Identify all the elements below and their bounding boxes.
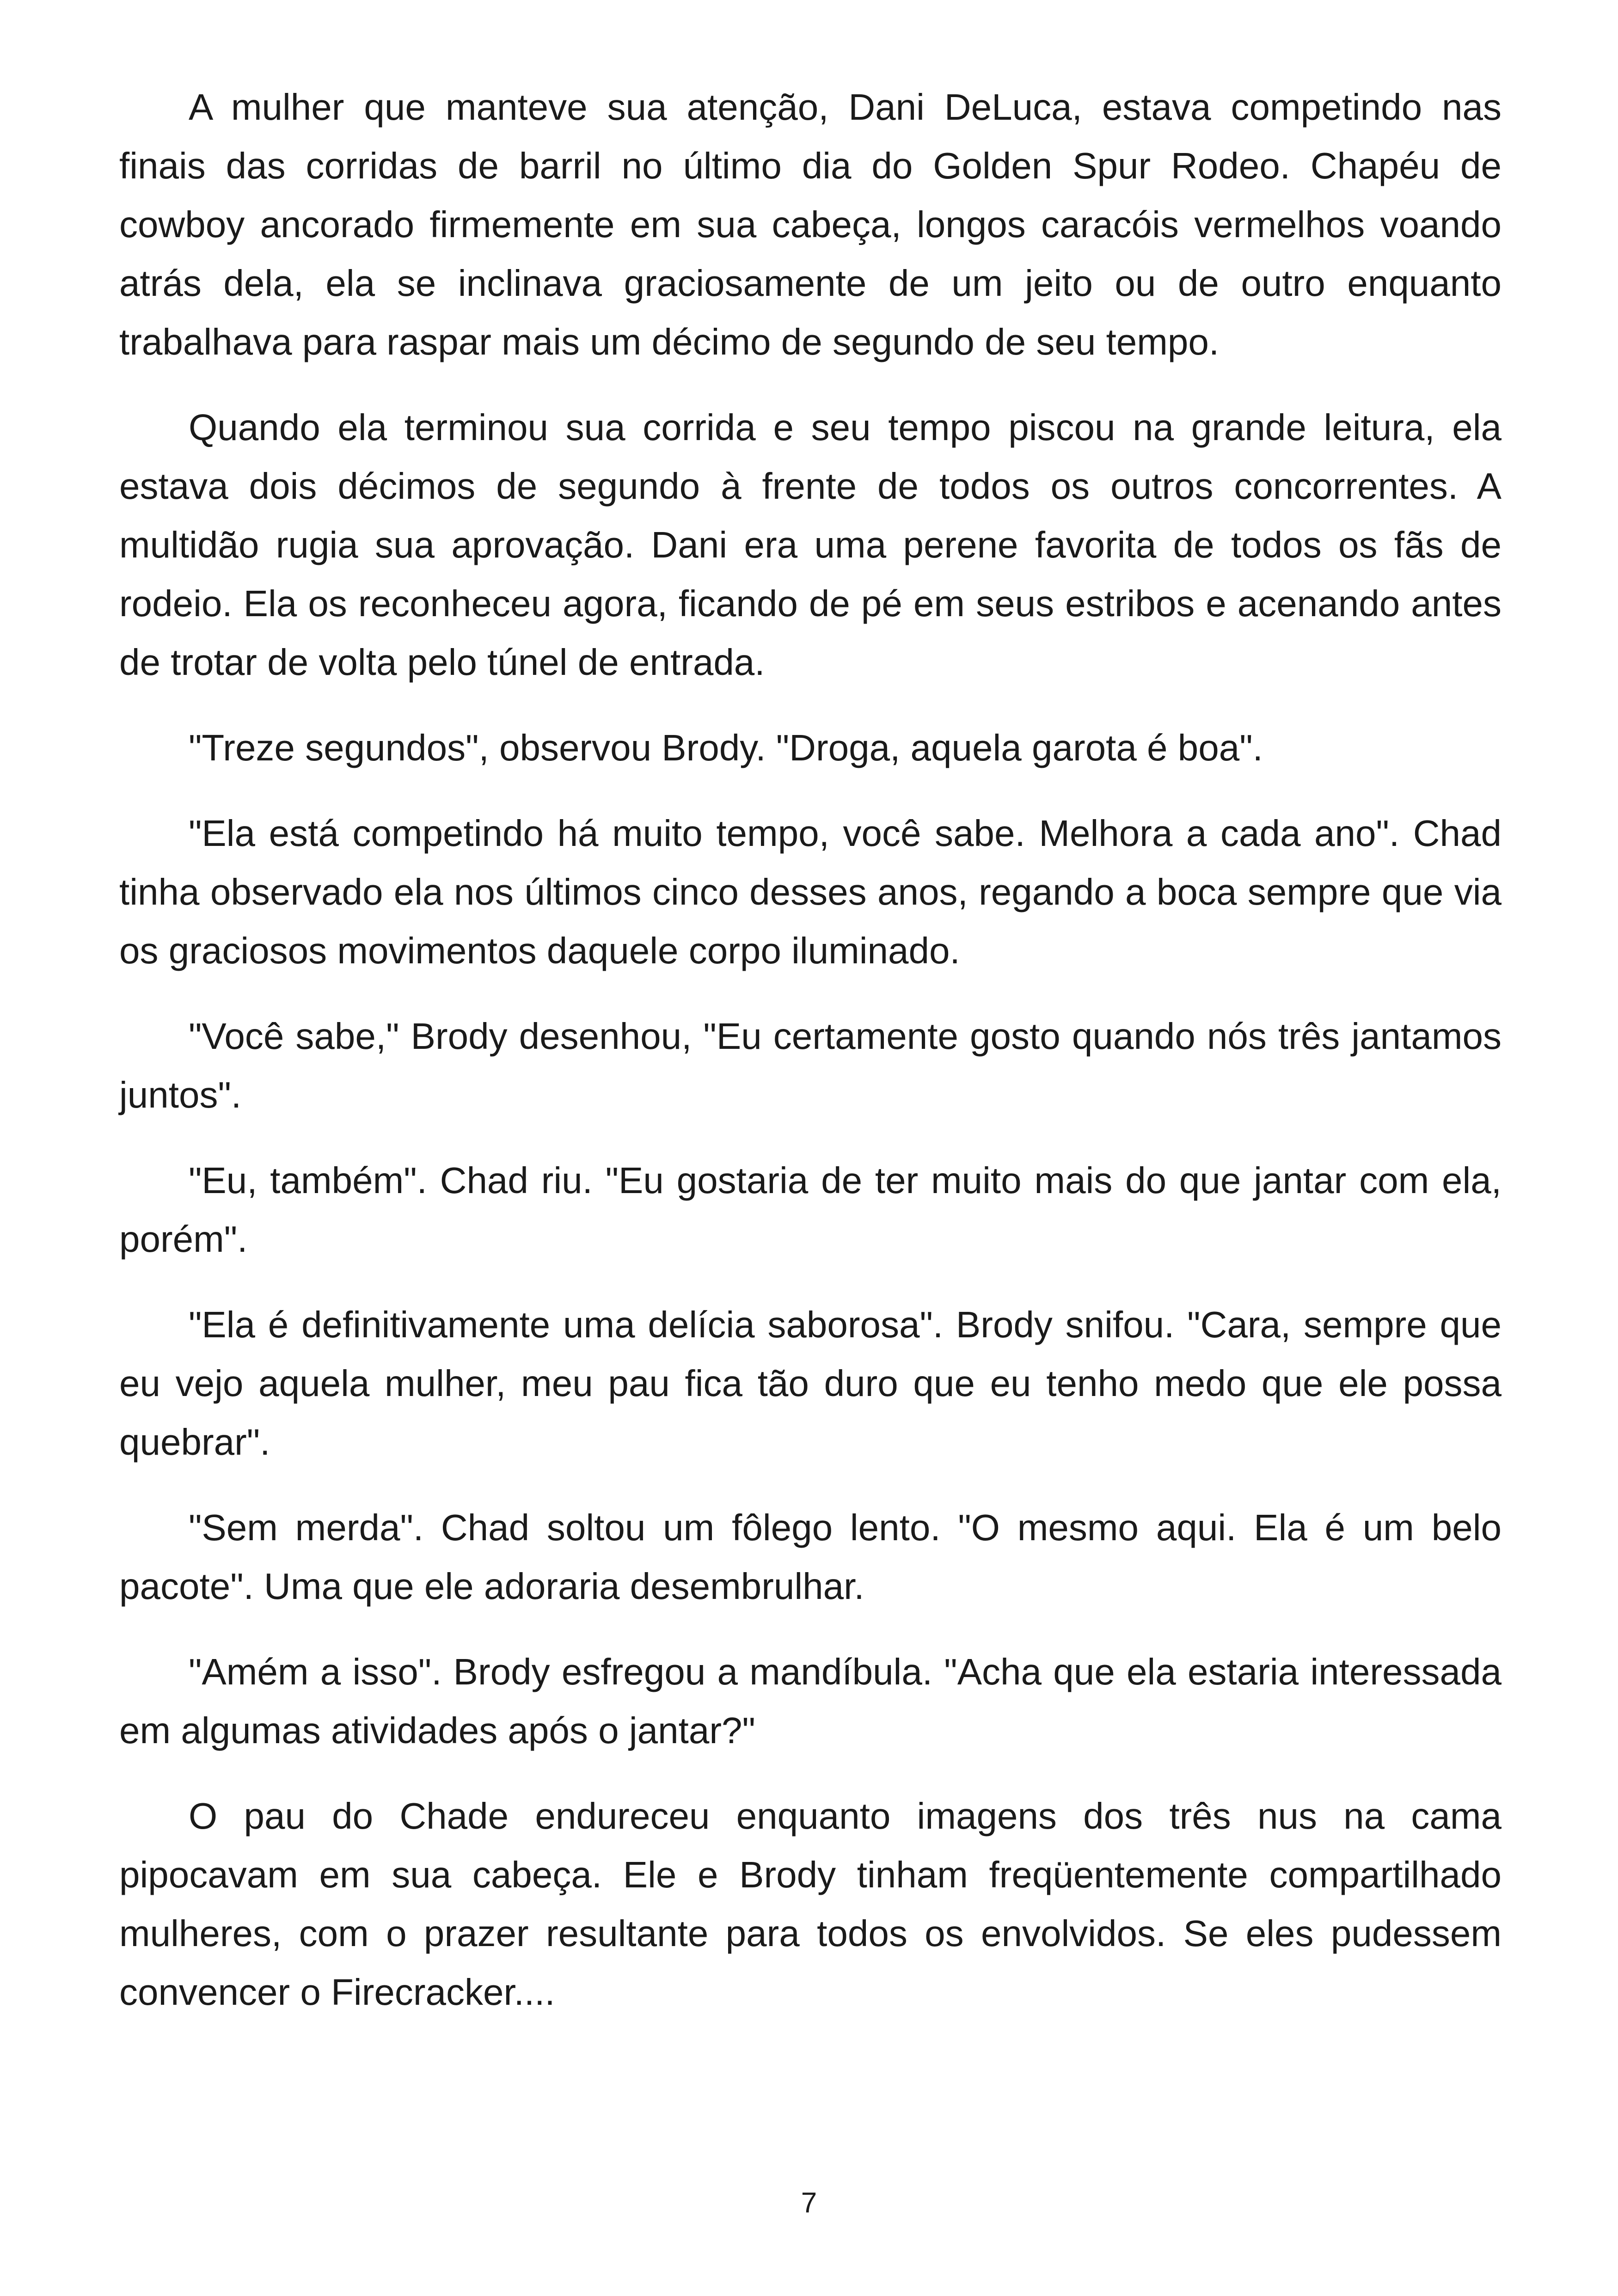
page-number: 7: [801, 2187, 817, 2219]
body-text: [119, 78, 1502, 2048]
paragraph-7: "Ela é definitivamente uma delícia saborosa". Brody snifou. "Cara, sempre que eu vejo aquela mulher, meu pau fica tão duro que eu tenho medo que ele possa quebrar".: [119, 1304, 1502, 1463]
paragraph-3: "Treze segundos", observou Brody. "Droga, aquela garota é boa".: [189, 727, 1263, 768]
paragraph-6: "Eu, também". Chad riu. "Eu gostaria de ter muito mais do que jantar com ela, porém".: [119, 1160, 1502, 1260]
paragraph-10: O pau do Chade endureceu enquanto imagens dos três nus na cama pipocavam em sua cabeça. Ele e Brody tinham freqüentemente compartilhado mulheres, com o prazer resultante para todos os envolvidos. Se eles pudessem convencer o Firecracker....: [119, 1795, 1502, 2013]
paragraph-5: "Você sabe," Brody desenhou, "Eu certamente gosto quando nós três jantamos juntos".: [119, 1016, 1502, 1115]
paragraph-2: Quando ela terminou sua corrida e seu tempo piscou na grande leitura, ela estava dois décimos de segundo à frente de todos os outros concorrentes. A multidão rugia sua aprovação. Dani era uma perene favorita de todos os fãs de rodeio. Ela os reconheceu agora, ficando de pé em seus estribos e acenando antes de trotar de volta pelo túnel de entrada.: [119, 407, 1502, 683]
paragraph-8: "Sem merda". Chad soltou um fôlego lento. "O mesmo aqui. Ela é um belo pacote". Uma que ele adoraria desembrulhar.: [119, 1507, 1502, 1607]
paragraph-9: "Amém a isso". Brody esfregou a mandíbula. "Acha que ela estaria interessada em algumas atividades após o jantar?": [119, 1651, 1502, 1751]
paragraph-4: "Ela está competindo há muito tempo, você sabe. Melhora a cada ano". Chad tinha observado ela nos últimos cinco desses anos, regando a boca sempre que via os graciosos movimentos daquele corpo iluminado.: [119, 813, 1502, 971]
paragraph-1: A mulher que manteve sua atenção, Dani DeLuca, estava competindo nas finais das corridas de barril no último dia do Golden Spur Rodeo. Chapéu de cowboy ancorado firmemente em sua cabeça, longos caracóis vermelhos voando atrás dela, ela se inclinava graciosamente de um jeito ou de outro enquanto trabalhava para raspar mais um décimo de segundo de seu tempo.: [119, 86, 1502, 362]
